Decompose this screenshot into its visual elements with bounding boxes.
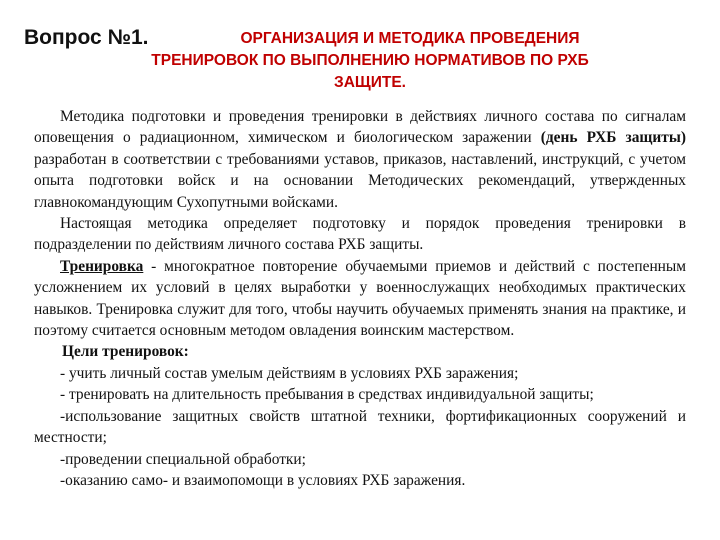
title-line-3: ЗАЩИТЕ. (334, 74, 406, 91)
defined-term: Тренировка (60, 257, 144, 275)
paragraph-methodology (34, 106, 686, 213)
paragraph-text: разработан в соответствии с требованиями уставов, приказов, наставлений, инструкций, с учетом опыта подготовки войск и на основании Методических рекомендаций, утвержденных главнокомандующим Сухопутными войсками. (34, 150, 686, 211)
definition-text: - многократное повторение обучаемыми приемов и действий с постепенным усложнением их условий в целях выработки у военнослужащих необходимых практических навыков. Тренировка служит для того, чтобы научить обучаемых применять знания на практике, и поэтому считается основным методом овладения воинским мастерством. (34, 257, 686, 340)
bold-phrase: (день РХБ защиты) (540, 129, 686, 147)
paragraph-scope: Настоящая методика определяет подготовку и порядок проведения тренировки в подразделении по действиям личного состава РХБ защиты. (34, 215, 686, 254)
goal-item: - тренировать на длительность пребывания в средствах индивидуальной защиты; (60, 386, 594, 404)
goal-item: -проведении специальной обработки; (60, 450, 306, 468)
title-line-2: ТРЕНИРОВОК ПО ВЫПОЛНЕНИЮ НОРМАТИВОВ ПО РХБ (151, 52, 589, 69)
goal-item: -использование защитных свойств штатной техники, фортификационных сооружений и местности; (34, 407, 686, 447)
paragraph-text: Методика подготовки и проведения тренировки в действиях личного состава по сигналам оповещения о радиационном, химическом и биологическом заражении (34, 108, 686, 147)
goals-heading: Цели тренировок: (62, 343, 189, 361)
title-line-1: ОРГАНИЗАЦИЯ И МЕТОДИКА ПРОВЕДЕНИЯ (240, 30, 580, 47)
document-body (34, 106, 686, 491)
page-title (60, 28, 680, 94)
paragraph-definition (34, 256, 686, 342)
goal-item: -оказанию само- и взаимопомощи в условиях РХБ заражения. (60, 471, 466, 489)
goal-item: - учить личный состав умелым действиям в условиях РХБ заражения; (60, 364, 519, 382)
question-number: Вопрос №1. (24, 26, 149, 49)
